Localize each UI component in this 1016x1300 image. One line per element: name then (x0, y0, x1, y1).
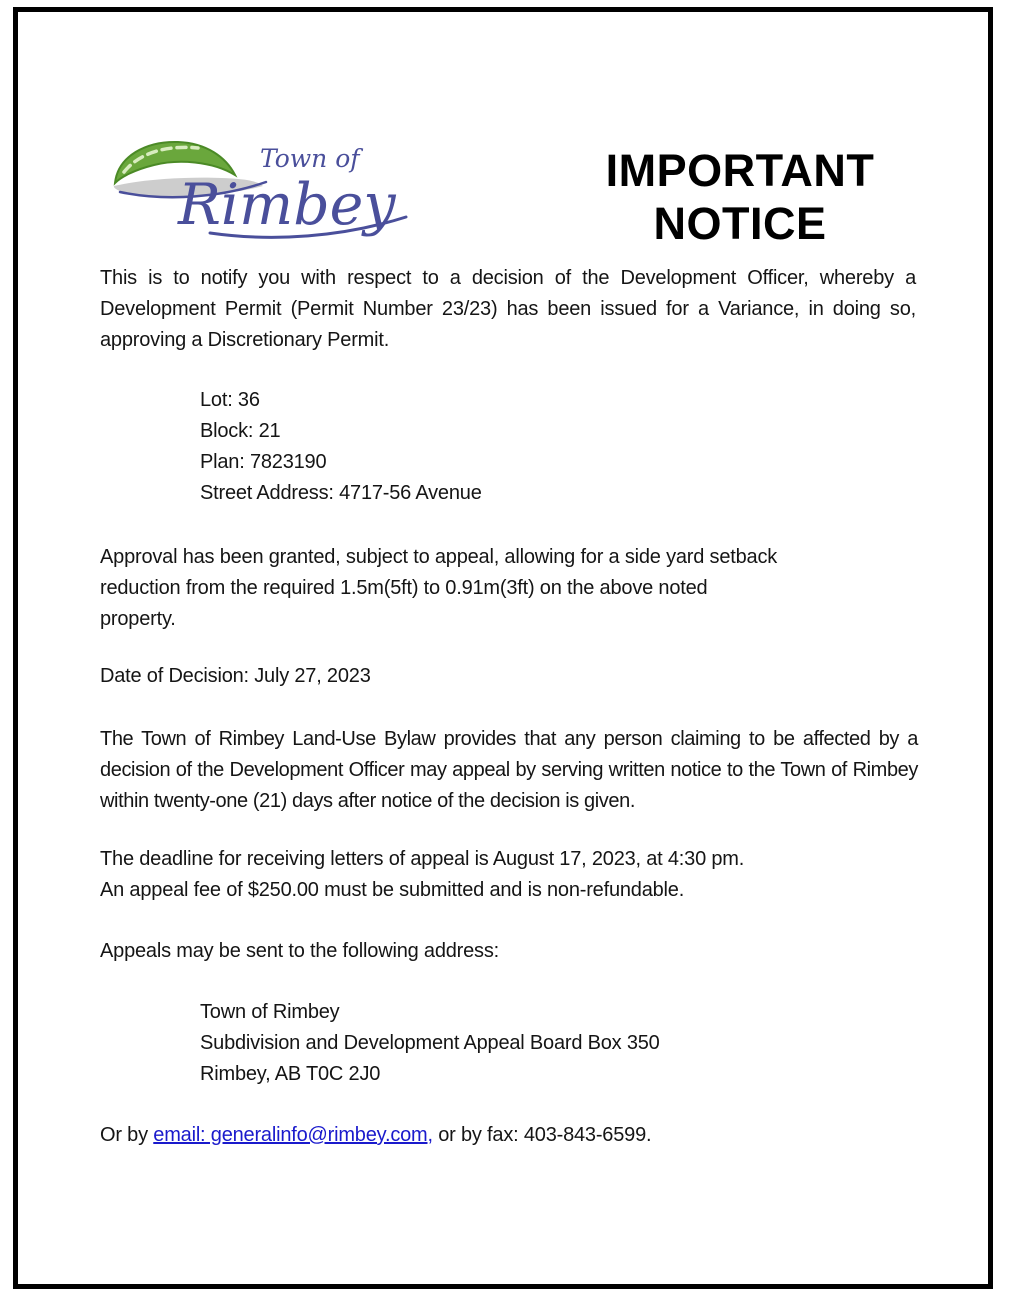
address-line-1: Town of Rimbey (200, 1001, 340, 1023)
bylaw-paragraph: The Town of Rimbey Land-Use Bylaw provides that any person claiming to be affected by a decision of the Development Officer may appeal by serving written notice to the Town of Rimbey within twenty-one (21) days after notice of the decision is given. (100, 728, 918, 812)
deadline-paragraph (100, 844, 744, 906)
email-link[interactable]: email: generalinfo@rimbey.com, (153, 1124, 433, 1146)
approval-line-2: reduction from the required 1.5m(5ft) to 0.91m(3ft) on the above noted (100, 577, 708, 599)
intro-paragraph: This is to notify you with respect to a decision of the Development Officer, whereby a Development Permit (Permit Number 23/23) has been issued for a Variance, in doing so, approving a Discretionary Permit. (100, 267, 916, 351)
deadline-line-2: An appeal fee of $250.00 must be submitted and is non-refundable. (100, 879, 685, 901)
date-of-decision: Date of Decision: July 27, 2023 (100, 665, 371, 687)
plan-line: Plan: 7823190 (200, 451, 327, 473)
lot-line: Lot: 36 (200, 389, 260, 411)
appeals-intro: Appeals may be sent to the following address: (100, 940, 500, 962)
approval-paragraph (100, 542, 777, 635)
title-line-2: NOTICE (653, 198, 827, 249)
approval-line-3: property. (100, 608, 176, 630)
contact-fax-text: or by fax: 403-843-6599. (432, 1124, 652, 1146)
street-address-line: Street Address: 4717-56 Avenue (200, 482, 482, 504)
block-line: Block: 21 (200, 420, 281, 442)
mailing-address (200, 997, 660, 1090)
contact-line (100, 1120, 651, 1151)
property-details (200, 385, 482, 509)
title-line-1: IMPORTANT (605, 145, 875, 196)
address-line-2: Subdivision and Development Appeal Board Box 350 (200, 1032, 660, 1054)
contact-prefix: Or by (100, 1124, 154, 1146)
deadline-line-1: The deadline for receiving letters of appeal is August 17, 2023, at 4:30 pm. (100, 848, 745, 870)
address-line-3: Rimbey, AB T0C 2J0 (200, 1063, 381, 1085)
logo-town-of-text: Town of (260, 144, 360, 173)
approval-line-1: Approval has been granted, subject to appeal, allowing for a side yard setback (100, 546, 778, 568)
notice-title (556, 144, 924, 250)
logo-rimbey-text: Rimbey (178, 172, 396, 238)
town-of-rimbey-logo (108, 134, 418, 242)
